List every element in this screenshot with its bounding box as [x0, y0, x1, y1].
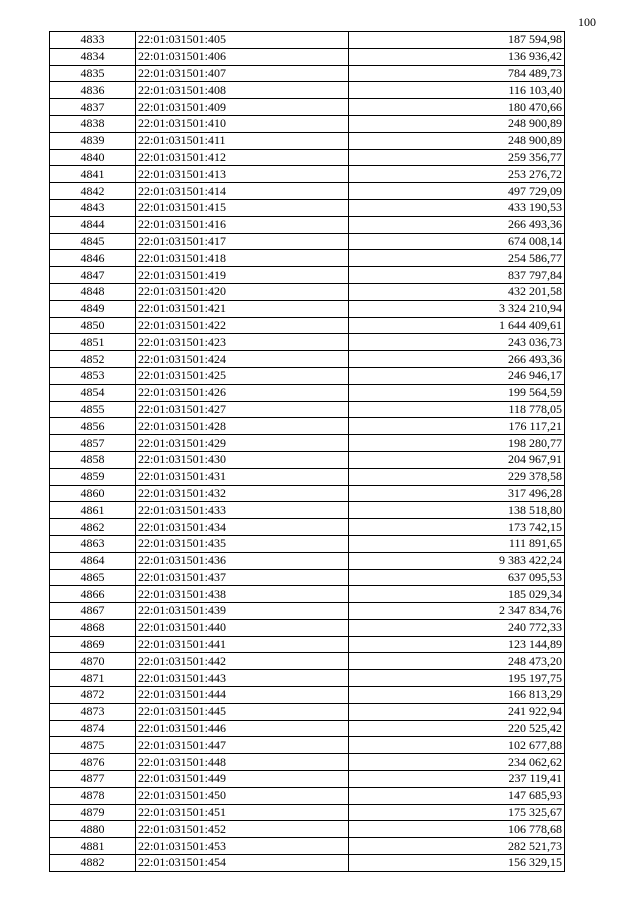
row-number-cell: 4845: [50, 233, 136, 250]
cadastral-value-cell: 3 324 210,94: [349, 300, 565, 317]
cadastral-value-cell: 266 493,36: [349, 351, 565, 368]
row-number-cell: 4872: [50, 687, 136, 704]
row-number-cell: 4849: [50, 300, 136, 317]
cadastral-number-cell: 22:01:031501:438: [136, 586, 349, 603]
cadastral-number-cell: 22:01:031501:437: [136, 569, 349, 586]
table-row: [50, 771, 565, 788]
row-number-cell: 4874: [50, 720, 136, 737]
row-number-cell: 4878: [50, 787, 136, 804]
table-row: [50, 300, 565, 317]
row-number-cell: 4880: [50, 821, 136, 838]
cadastral-value-cell: 166 813,29: [349, 687, 565, 704]
row-number-cell: 4866: [50, 586, 136, 603]
table-row: [50, 519, 565, 536]
cadastral-number-cell: 22:01:031501:430: [136, 451, 349, 468]
table-row: [50, 804, 565, 821]
row-number-cell: 4835: [50, 65, 136, 82]
cadastral-value-cell: 106 778,68: [349, 821, 565, 838]
cadastral-value-cell: 637 095,53: [349, 569, 565, 586]
table-row: [50, 334, 565, 351]
cadastral-value-cell: 123 144,89: [349, 636, 565, 653]
table-row: [50, 48, 565, 65]
cadastral-number-cell: 22:01:031501:417: [136, 233, 349, 250]
cadastral-number-cell: 22:01:031501:412: [136, 149, 349, 166]
table-row: [50, 384, 565, 401]
row-number-cell: 4861: [50, 502, 136, 519]
cadastral-value-cell: 204 967,91: [349, 451, 565, 468]
row-number-cell: 4841: [50, 166, 136, 183]
cadastral-value-cell: 173 742,15: [349, 519, 565, 536]
table-row: [50, 552, 565, 569]
table-row: [50, 670, 565, 687]
cadastral-number-cell: 22:01:031501:435: [136, 535, 349, 552]
cadastral-number-cell: 22:01:031501:425: [136, 367, 349, 384]
table-row: [50, 502, 565, 519]
cadastral-number-cell: 22:01:031501:407: [136, 65, 349, 82]
table-row: [50, 435, 565, 452]
table-row: [50, 535, 565, 552]
cadastral-number-cell: 22:01:031501:439: [136, 603, 349, 620]
row-number-cell: 4876: [50, 754, 136, 771]
table-row: [50, 82, 565, 99]
cadastral-value-cell: 243 036,73: [349, 334, 565, 351]
cadastral-number-cell: 22:01:031501:431: [136, 468, 349, 485]
table-row: [50, 166, 565, 183]
row-number-cell: 4868: [50, 619, 136, 636]
cadastral-value-cell: 136 936,42: [349, 48, 565, 65]
cadastral-number-cell: 22:01:031501:411: [136, 132, 349, 149]
cadastral-number-cell: 22:01:031501:419: [136, 267, 349, 284]
cadastral-number-cell: 22:01:031501:449: [136, 771, 349, 788]
cadastral-value-cell: 248 900,89: [349, 115, 565, 132]
row-number-cell: 4857: [50, 435, 136, 452]
row-number-cell: 4869: [50, 636, 136, 653]
row-number-cell: 4858: [50, 451, 136, 468]
cadastral-value-cell: 185 029,34: [349, 586, 565, 603]
row-number-cell: 4837: [50, 99, 136, 116]
table-row: [50, 418, 565, 435]
table-row: [50, 451, 565, 468]
table-row: [50, 569, 565, 586]
cadastral-value-cell: 248 900,89: [349, 132, 565, 149]
row-number-cell: 4875: [50, 737, 136, 754]
cadastral-value-cell: 198 280,77: [349, 435, 565, 452]
cadastral-number-cell: 22:01:031501:426: [136, 384, 349, 401]
cadastral-number-cell: 22:01:031501:413: [136, 166, 349, 183]
table-row: [50, 603, 565, 620]
cadastral-number-cell: 22:01:031501:428: [136, 418, 349, 435]
cadastral-number-cell: 22:01:031501:434: [136, 519, 349, 536]
cadastral-value-cell: 199 564,59: [349, 384, 565, 401]
cadastral-value-cell: 229 378,58: [349, 468, 565, 485]
cadastral-number-cell: 22:01:031501:443: [136, 670, 349, 687]
table-row: [50, 754, 565, 771]
table-row: [50, 351, 565, 368]
cadastral-number-cell: 22:01:031501:423: [136, 334, 349, 351]
row-number-cell: 4877: [50, 771, 136, 788]
cadastral-number-cell: 22:01:031501:436: [136, 552, 349, 569]
cadastral-value-cell: 156 329,15: [349, 855, 565, 872]
cadastral-number-cell: 22:01:031501:406: [136, 48, 349, 65]
cadastral-value-cell: 118 778,05: [349, 401, 565, 418]
table-row: [50, 619, 565, 636]
row-number-cell: 4879: [50, 804, 136, 821]
row-number-cell: 4833: [50, 32, 136, 49]
cadastral-value-cell: 1 644 409,61: [349, 317, 565, 334]
cadastral-number-cell: 22:01:031501:422: [136, 317, 349, 334]
table-row: [50, 838, 565, 855]
cadastral-value-cell: 784 489,73: [349, 65, 565, 82]
cadastral-value-cell: 187 594,98: [349, 32, 565, 49]
cadastral-value-cell: 282 521,73: [349, 838, 565, 855]
table-row: [50, 32, 565, 49]
table-row: [50, 132, 565, 149]
cadastral-value-table: [49, 31, 565, 872]
table-row: [50, 65, 565, 82]
cadastral-number-cell: 22:01:031501:444: [136, 687, 349, 704]
cadastral-value-cell: 138 518,80: [349, 502, 565, 519]
page-number: 100: [578, 15, 596, 29]
cadastral-number-cell: 22:01:031501:441: [136, 636, 349, 653]
table-row: [50, 787, 565, 804]
cadastral-value-cell: 266 493,36: [349, 216, 565, 233]
row-number-cell: 4856: [50, 418, 136, 435]
cadastral-number-cell: 22:01:031501:447: [136, 737, 349, 754]
table-row: [50, 720, 565, 737]
row-number-cell: 4865: [50, 569, 136, 586]
cadastral-value-cell: 9 383 422,24: [349, 552, 565, 569]
cadastral-value-cell: 180 470,66: [349, 99, 565, 116]
row-number-cell: 4871: [50, 670, 136, 687]
row-number-cell: 4882: [50, 855, 136, 872]
row-number-cell: 4844: [50, 216, 136, 233]
cadastral-number-cell: 22:01:031501:416: [136, 216, 349, 233]
table-row: [50, 737, 565, 754]
table-row: [50, 199, 565, 216]
cadastral-value-cell: 674 008,14: [349, 233, 565, 250]
row-number-cell: 4842: [50, 183, 136, 200]
row-number-cell: 4834: [50, 48, 136, 65]
cadastral-value-cell: 2 347 834,76: [349, 603, 565, 620]
row-number-cell: 4838: [50, 115, 136, 132]
cadastral-number-cell: 22:01:031501:446: [136, 720, 349, 737]
cadastral-value-cell: 317 496,28: [349, 485, 565, 502]
table-row: [50, 99, 565, 116]
table-row: [50, 401, 565, 418]
table-row: [50, 115, 565, 132]
cadastral-number-cell: 22:01:031501:429: [136, 435, 349, 452]
cadastral-value-cell: 241 922,94: [349, 703, 565, 720]
row-number-cell: 4855: [50, 401, 136, 418]
table-row: [50, 485, 565, 502]
table-body: [50, 32, 565, 872]
cadastral-number-cell: 22:01:031501:433: [136, 502, 349, 519]
cadastral-value-cell: 253 276,72: [349, 166, 565, 183]
table-row: [50, 821, 565, 838]
cadastral-number-cell: 22:01:031501:421: [136, 300, 349, 317]
cadastral-number-cell: 22:01:031501:424: [136, 351, 349, 368]
cadastral-value-cell: 220 525,42: [349, 720, 565, 737]
cadastral-value-cell: 116 103,40: [349, 82, 565, 99]
row-number-cell: 4863: [50, 535, 136, 552]
row-number-cell: 4847: [50, 267, 136, 284]
row-number-cell: 4846: [50, 250, 136, 267]
table-row: [50, 250, 565, 267]
cadastral-value-cell: 147 685,93: [349, 787, 565, 804]
row-number-cell: 4854: [50, 384, 136, 401]
table-row: [50, 687, 565, 704]
row-number-cell: 4840: [50, 149, 136, 166]
row-number-cell: 4862: [50, 519, 136, 536]
cadastral-number-cell: 22:01:031501:432: [136, 485, 349, 502]
row-number-cell: 4836: [50, 82, 136, 99]
table-row: [50, 233, 565, 250]
cadastral-value-cell: 497 729,09: [349, 183, 565, 200]
cadastral-number-cell: 22:01:031501:405: [136, 32, 349, 49]
cadastral-number-cell: 22:01:031501:448: [136, 754, 349, 771]
table-row: [50, 468, 565, 485]
cadastral-number-cell: 22:01:031501:450: [136, 787, 349, 804]
table-row: [50, 317, 565, 334]
table-row: [50, 216, 565, 233]
cadastral-value-cell: 254 586,77: [349, 250, 565, 267]
row-number-cell: 4851: [50, 334, 136, 351]
cadastral-value-cell: 259 356,77: [349, 149, 565, 166]
row-number-cell: 4867: [50, 603, 136, 620]
row-number-cell: 4848: [50, 283, 136, 300]
cadastral-number-cell: 22:01:031501:440: [136, 619, 349, 636]
cadastral-number-cell: 22:01:031501:427: [136, 401, 349, 418]
row-number-cell: 4852: [50, 351, 136, 368]
table-row: [50, 267, 565, 284]
cadastral-number-cell: 22:01:031501:442: [136, 653, 349, 670]
cadastral-value-cell: 432 201,58: [349, 283, 565, 300]
table-row: [50, 149, 565, 166]
cadastral-value-cell: 240 772,33: [349, 619, 565, 636]
table-row: [50, 367, 565, 384]
table-row: [50, 283, 565, 300]
cadastral-number-cell: 22:01:031501:414: [136, 183, 349, 200]
row-number-cell: 4839: [50, 132, 136, 149]
cadastral-value-cell: 234 062,62: [349, 754, 565, 771]
cadastral-number-cell: 22:01:031501:418: [136, 250, 349, 267]
table-row: [50, 855, 565, 872]
cadastral-number-cell: 22:01:031501:454: [136, 855, 349, 872]
cadastral-value-cell: 433 190,53: [349, 199, 565, 216]
row-number-cell: 4881: [50, 838, 136, 855]
row-number-cell: 4843: [50, 199, 136, 216]
cadastral-value-cell: 837 797,84: [349, 267, 565, 284]
row-number-cell: 4850: [50, 317, 136, 334]
cadastral-number-cell: 22:01:031501:410: [136, 115, 349, 132]
row-number-cell: 4864: [50, 552, 136, 569]
cadastral-value-cell: 111 891,65: [349, 535, 565, 552]
cadastral-number-cell: 22:01:031501:453: [136, 838, 349, 855]
cadastral-value-cell: 237 119,41: [349, 771, 565, 788]
cadastral-number-cell: 22:01:031501:415: [136, 199, 349, 216]
cadastral-value-cell: 248 473,20: [349, 653, 565, 670]
cadastral-number-cell: 22:01:031501:445: [136, 703, 349, 720]
table-row: [50, 653, 565, 670]
row-number-cell: 4870: [50, 653, 136, 670]
table-row: [50, 703, 565, 720]
table-row: [50, 636, 565, 653]
table-row: [50, 586, 565, 603]
cadastral-number-cell: 22:01:031501:420: [136, 283, 349, 300]
row-number-cell: 4853: [50, 367, 136, 384]
cadastral-value-cell: 195 197,75: [349, 670, 565, 687]
row-number-cell: 4873: [50, 703, 136, 720]
cadastral-value-cell: 176 117,21: [349, 418, 565, 435]
cadastral-number-cell: 22:01:031501:408: [136, 82, 349, 99]
cadastral-value-cell: 102 677,88: [349, 737, 565, 754]
row-number-cell: 4860: [50, 485, 136, 502]
row-number-cell: 4859: [50, 468, 136, 485]
cadastral-number-cell: 22:01:031501:452: [136, 821, 349, 838]
cadastral-number-cell: 22:01:031501:409: [136, 99, 349, 116]
cadastral-number-cell: 22:01:031501:451: [136, 804, 349, 821]
cadastral-value-cell: 246 946,17: [349, 367, 565, 384]
table-row: [50, 183, 565, 200]
cadastral-value-cell: 175 325,67: [349, 804, 565, 821]
